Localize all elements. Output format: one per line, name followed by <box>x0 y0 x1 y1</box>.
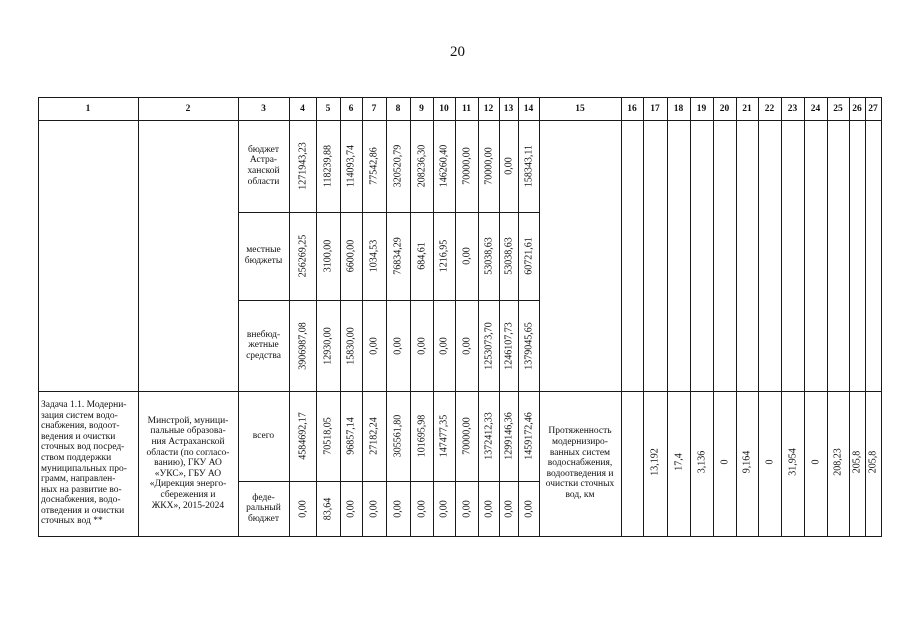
funding-value: 147477,35 <box>438 414 450 458</box>
funding-value: 1379045,65 <box>523 321 534 370</box>
funding-value: 0,00 <box>392 499 404 518</box>
column-header-26: 26 <box>852 103 862 114</box>
column-divider <box>410 97 411 537</box>
funding-value: 0,00 <box>523 499 534 518</box>
column-divider <box>849 97 850 537</box>
column-header-10: 10 <box>439 103 449 114</box>
funding-value: 27182,24 <box>368 417 380 455</box>
column-divider <box>758 97 759 537</box>
column-divider <box>362 97 363 537</box>
funding-value: 1246107,73 <box>503 321 514 370</box>
column-divider <box>499 97 500 537</box>
funding-value: 53038,63 <box>503 237 514 275</box>
column-divider <box>316 97 317 537</box>
funding-value: 0,00 <box>483 499 494 518</box>
table-bottom-border <box>38 536 881 537</box>
column-header-24: 24 <box>810 103 821 114</box>
funding-value: 101695,98 <box>416 414 427 458</box>
column-divider <box>736 97 737 537</box>
funding-value: 60721,61 <box>523 237 534 275</box>
column-header-13: 13 <box>503 103 514 114</box>
column-header-5: 5 <box>325 103 331 114</box>
header-divider <box>38 120 881 121</box>
funding-value: 6600,00 <box>345 239 357 273</box>
funding-value: 684,61 <box>416 242 427 270</box>
funding-value: 1216,95 <box>438 239 450 273</box>
column-header-23: 23 <box>787 103 798 114</box>
indicator-value: 205,8 <box>851 450 863 474</box>
indicator-value: 31,954 <box>787 448 798 476</box>
column-divider <box>804 97 805 537</box>
funding-value: 0,00 <box>438 336 450 355</box>
column-header-16: 16 <box>627 103 637 114</box>
funding-value: 114093,74 <box>345 144 357 188</box>
funding-value: 83,64 <box>322 497 334 520</box>
funding-value: 1034,53 <box>368 239 380 273</box>
funding-value: 0,00 <box>297 499 308 518</box>
funding-value: 1372412,33 <box>483 412 494 460</box>
indicator-cell: Протяженность модернизиро- ванных систем водоснабжения, водоотведения и очистки сточных вод, км <box>545 426 615 500</box>
column-header-4: 4 <box>300 103 305 114</box>
column-divider <box>455 97 456 537</box>
funding-value: 0,00 <box>503 157 514 175</box>
funding-value: 0,00 <box>461 499 472 518</box>
column-divider <box>865 97 866 537</box>
column-header-12: 12 <box>483 103 494 114</box>
column-header-7: 7 <box>371 103 377 114</box>
column-divider <box>881 97 882 537</box>
funding-source-label: внебюд- жетные средства <box>246 329 281 361</box>
column-header-6: 6 <box>348 103 354 114</box>
funding-value: 12930,00 <box>322 326 334 365</box>
funding-value: 70000,00 <box>461 417 472 455</box>
column-header-3: 3 <box>261 103 266 114</box>
funding-value: 70000,00 <box>483 147 494 185</box>
column-divider <box>386 97 387 537</box>
indicator-value: 208,23 <box>832 448 844 476</box>
column-divider <box>667 97 668 537</box>
page-number: 20 <box>450 44 465 60</box>
indicator-value: 0 <box>719 459 730 465</box>
funding-value: 4584692,17 <box>297 412 308 460</box>
column-header-22: 22 <box>764 103 775 114</box>
funding-value: 15830,00 <box>345 326 357 365</box>
funding-value: 0,00 <box>461 247 472 265</box>
funding-value: 305561,80 <box>392 414 404 458</box>
funding-source-label: феде- ральный бюджет <box>246 492 281 524</box>
funding-value: 0,00 <box>503 499 514 518</box>
column-divider <box>643 97 644 537</box>
column-divider <box>340 97 341 537</box>
funding-value: 256269,25 <box>297 234 308 278</box>
indicator-value: 3,136 <box>696 450 707 474</box>
funding-value: 0,00 <box>368 499 380 518</box>
indicator-value: 0 <box>764 459 775 465</box>
indicator-value: 13,192 <box>649 448 661 476</box>
funding-source-label: местные бюджеты <box>244 245 283 266</box>
funding-value: 0,00 <box>438 499 450 518</box>
funding-value: 1253073,70 <box>483 321 494 370</box>
indicator-value: 205,8 <box>867 450 879 474</box>
funding-value: 320520,79 <box>392 144 404 188</box>
column-header-21: 21 <box>742 103 752 114</box>
column-header-20: 20 <box>719 103 730 114</box>
column-divider <box>827 97 828 537</box>
funding-value: 0,00 <box>345 499 357 518</box>
column-divider <box>518 97 519 537</box>
column-header-19: 19 <box>696 103 707 114</box>
funding-value: 0,00 <box>416 336 427 355</box>
column-header-17: 17 <box>650 103 660 114</box>
column-divider <box>690 97 691 537</box>
funding-value: 76834,29 <box>392 237 404 275</box>
column-header-1: 1 <box>85 103 91 114</box>
column-header-11: 11 <box>462 103 471 114</box>
funding-value: 1271943,23 <box>297 142 308 190</box>
column-header-9: 9 <box>419 103 424 114</box>
column-header-15: 15 <box>575 103 585 114</box>
funding-value: 1459172,46 <box>523 412 534 460</box>
funding-source-label: всего <box>252 430 275 441</box>
funding-value: 0,00 <box>392 336 404 355</box>
task-name-cell: Задача 1.1. Модерни- зация систем водо- снабжения, водоот- ведения и очистки сточных вод посред- ством поддержки муниципальных про- грамм, направлен- ных на развитие во- доснабжения, водо- отведения и очистки сточных вод ** <box>41 399 127 527</box>
funding-value: 158343,11 <box>523 144 534 188</box>
funding-value: 0,00 <box>416 499 427 518</box>
funding-value: 3906987,08 <box>297 321 308 370</box>
funding-value: 96857,14 <box>345 417 357 455</box>
funding-value: 77542,86 <box>368 147 380 185</box>
budget-table <box>38 97 881 537</box>
funding-value: 1299146,36 <box>503 412 514 460</box>
column-header-27: 27 <box>868 103 878 114</box>
funding-value: 0,00 <box>368 336 380 355</box>
column-divider <box>713 97 714 537</box>
funding-value: 53038,63 <box>483 237 494 275</box>
column-divider <box>478 97 479 537</box>
column-divider <box>781 97 782 537</box>
indicator-value: 17,4 <box>673 453 684 471</box>
funding-value: 3100,00 <box>322 239 334 273</box>
indicator-value: 9,164 <box>741 450 753 474</box>
funding-value: 70000,00 <box>461 147 472 185</box>
column-header-8: 8 <box>395 103 401 114</box>
column-header-18: 18 <box>673 103 684 114</box>
executor-cell: Минстрой, муници- пальные образова- ния Астраханской области (по согласо- ванию), ГКУ АО «УКС», ГБУ АО «Дирекция энерго- сбережения и ЖКХ», 2015-2024 <box>146 415 230 511</box>
funding-value: 146260,40 <box>438 144 450 188</box>
funding-value: 208236,30 <box>416 144 427 188</box>
funding-value: 70518,05 <box>322 417 334 455</box>
funding-value: 118239,88 <box>322 144 334 188</box>
funding-value: 0,00 <box>461 336 472 355</box>
indicator-value: 0 <box>810 459 821 465</box>
column-divider <box>433 97 434 537</box>
funding-source-label: бюджет Астра- ханской области <box>247 144 280 187</box>
column-header-2: 2 <box>185 103 191 114</box>
column-header-14: 14 <box>523 103 534 114</box>
column-header-25: 25 <box>833 103 843 114</box>
